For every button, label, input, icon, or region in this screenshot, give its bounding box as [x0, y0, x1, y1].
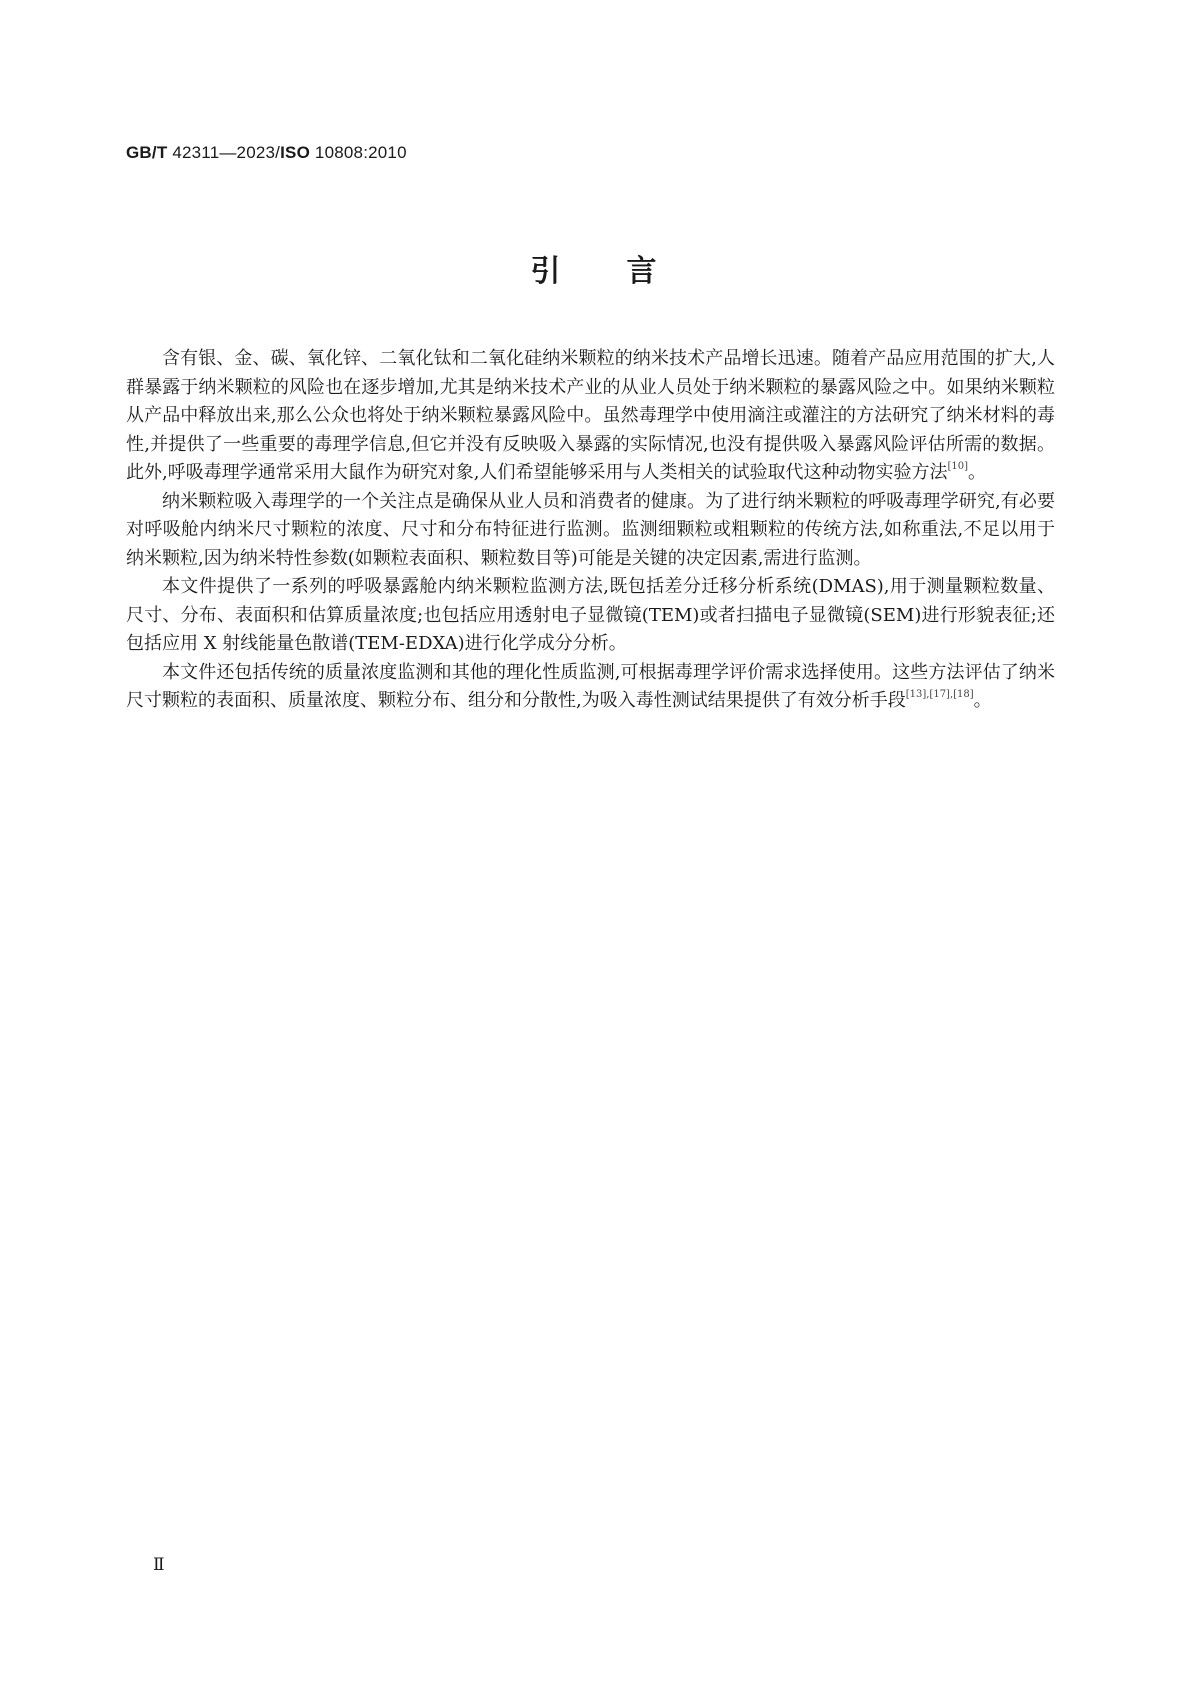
- introduction-body: [126, 345, 1055, 716]
- standard-prefix: GB/T: [126, 143, 168, 162]
- page-title: [0, 246, 1191, 290]
- paragraph-3-text: 本文件提供了一系列的呼吸暴露舱内纳米颗粒监测方法,既包括差分迁移分析系统(DMAS),用于测量颗粒数量、尺寸、分布、表面积和估算质量浓度;也包括应用透射电子显微镜(TEM)或者扫描电子显微镜(SEM)进行形貌表征;还包括应用 X 射线能量色散谱(TEM-EDXA)进行化学成分分析。: [126, 576, 1055, 654]
- citation-ref: [10]: [947, 461, 968, 472]
- page-title-char-2: 言: [626, 254, 661, 289]
- paragraph-4-text: 本文件还包括传统的质量浓度监测和其他的理化性质监测,可根据毒理学评价需求选择使用。这些方法评估了纳米尺寸颗粒的表面积、质量浓度、颗粒分布、组分和分散性,为吸入毒性测试结果提供了有效分析手段: [126, 661, 1055, 711]
- page-number: Ⅱ: [153, 1555, 165, 1574]
- paragraph-1-end: 。: [967, 462, 986, 483]
- citation-ref: [13],[17],[18]: [905, 689, 974, 700]
- paragraph-2: [126, 488, 1055, 574]
- page-title-char-1: 引: [530, 254, 565, 289]
- paragraph-4-end: 。: [973, 690, 992, 711]
- paragraph-1-text: 含有银、金、碳、氧化锌、二氧化钛和二氧化硅纳米颗粒的纳米技术产品增长迅速。随着产品应用范围的扩大,人群暴露于纳米颗粒的风险也在逐步增加,尤其是纳米技术产业的从业人员处于纳米颗粒的暴露风险之中。如果纳米颗粒从产品中释放出来,那么公众也将处于纳米颗粒暴露风险中。虽然毒理学中使用滴注或灌注的方法研究了纳米材料的毒性,并提供了一些重要的毒理学信息,但它并没有反映吸入暴露的实际情况,也没有提供吸入暴露风险评估所需的数据。此外,呼吸毒理学通常采用大鼠作为研究对象,人们希望能够采用与人类相关的试验取代这种动物实验方法: [126, 348, 1055, 483]
- iso-number: 10808:2010: [310, 143, 407, 162]
- standard-number: 42311—2023/: [167, 143, 281, 162]
- paragraph-2-text: 纳米颗粒吸入毒理学的一个关注点是确保从业人员和消费者的健康。为了进行纳米颗粒的呼吸毒理学研究,有必要对呼吸舱内纳米尺寸颗粒的浓度、尺寸和分布特征进行监测。监测细颗粒或粗颗粒的传统方法,如称重法,不足以用于纳米颗粒,因为纳米特性参数(如颗粒表面积、颗粒数目等)可能是关键的决定因素,需进行监测。: [126, 490, 1055, 569]
- standard-code-header: [126, 143, 407, 163]
- paragraph-3: [126, 573, 1055, 659]
- paragraph-4: [126, 659, 1055, 716]
- iso-prefix: ISO: [280, 143, 310, 162]
- paragraph-1: [126, 345, 1055, 488]
